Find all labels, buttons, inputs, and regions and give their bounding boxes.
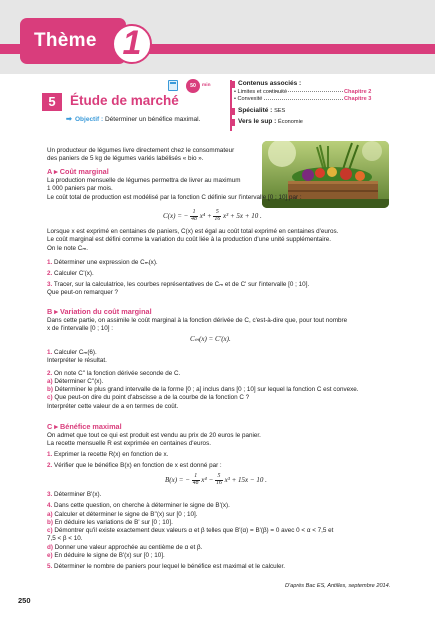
- objective-label: Objectif :: [75, 116, 104, 123]
- theme-word: Thème: [34, 30, 97, 51]
- intro-line: Un producteur de légumes livre directement chez le consommateur: [47, 147, 235, 154]
- calculator-screen-icon: [170, 82, 176, 84]
- question-continuation: Que peut-on remarquer ?: [47, 288, 119, 296]
- text-line: Le coût marginal est défini comme la variation du coût liée à la production d'une unité supplémentaire.: [47, 236, 332, 244]
- question: 4. Dans cette question, on cherche à déterminer le signe de B'(x).: [47, 502, 230, 510]
- objective: [75, 116, 200, 124]
- section-b-text: [47, 317, 392, 334]
- contenus-label: Contenus associés :: [238, 80, 302, 87]
- text-line: Lorsque x est exprimé en centaines de paniers, C(x) est égal au coût total exprimé en centaines d'euros.: [47, 228, 339, 235]
- sub-question-continuation: 7,5 < β < 10.: [47, 535, 83, 543]
- side-bar-marker: [232, 81, 235, 88]
- question: 1. Exprimer la recette R(x) en fonction de x.: [47, 451, 169, 458]
- contenu-item: • Convexité: [234, 96, 263, 102]
- section-b-questions: [47, 349, 392, 411]
- text-line: Dans cette partie, on assimile le coût marginal à la fonction dérivée de C, c'est-à-dire que, pour tout nombre: [47, 317, 348, 324]
- exercise-number: 5: [42, 93, 62, 111]
- specialite: [238, 107, 285, 115]
- sub-question: b) En déduire les variations de B' sur [0 ; 10].: [47, 518, 173, 526]
- text-line: La recette mensuelle R est exprimée en centaines d'euros.: [47, 440, 211, 448]
- question: 2. On note C'' la fonction dérivée seconde de C.: [47, 369, 181, 377]
- text-line: On admet que tout ce qui est produit est vendu au prix de 20 euros le panier.: [47, 432, 261, 439]
- section-a-questions: [47, 259, 392, 297]
- question: 1. Déterminer une expression de Cₘ(x).: [47, 259, 158, 266]
- vers-le-sup: [238, 118, 303, 126]
- contenu-item: • Limites et continuité: [234, 89, 287, 95]
- sub-question: b) Déterminer le plus grand intervalle de la forme [0 ; a] inclus dans [0 ; 10] sur lequel la fonction C est convexe.: [47, 386, 359, 394]
- question: 3. Tracer, sur la calculatrice, les courbes représentatives de Cₘ et de C' sur l'intervalle [0 ; 10].: [47, 280, 310, 288]
- profit-formula: B(x) = − $\frac{1}{48}$ x⁴ − $\frac{5}{16}$ x³ + 15x − 10 .: [165, 473, 267, 486]
- text-line: 1 000 paniers par mois.: [47, 185, 113, 193]
- question: 2. Calculer C'(x).: [47, 269, 94, 277]
- sub-question: e) En déduire le signe de B'(x) sur [0 ; 10].: [47, 552, 165, 560]
- vers-label: Vers le sup :: [238, 118, 277, 125]
- dotted-leader: [268, 91, 343, 92]
- page-number: 250: [18, 596, 31, 605]
- section-a-title: A ▸ Coût marginal: [47, 167, 109, 176]
- marginal-cost-formula: Cₘ(x) = C'(x).: [190, 335, 231, 343]
- sub-question: c) Démontrer qu'il existe exactement deux valeurs α et β telles que B'(α) = B'(β) = 0 avec 0 < α < 7,5 et: [47, 527, 334, 535]
- sub-question: d) Donner une valeur approchée au centième de α et β.: [47, 543, 203, 551]
- section-a-text: [47, 177, 387, 202]
- question: 1. Calculer Cₘ(6).: [47, 349, 97, 356]
- text-line: Le coût total de production est modélisé par la fonction C définie sur l'intervalle [0 ; 10] par :: [47, 193, 302, 201]
- exercise-title: Étude de marché: [70, 93, 179, 108]
- text-line: La production mensuelle de légumes permettra de livrer au maximum: [47, 177, 241, 184]
- section-c-q1-q2: [47, 451, 392, 471]
- question: 3. Déterminer B'(x).: [47, 491, 102, 498]
- specialite-label: Spécialité :: [238, 107, 273, 114]
- side-bar-marker: [232, 108, 235, 115]
- sub-question: a) Déterminer C''(x).: [47, 377, 104, 385]
- arrow-right-icon: ➡: [66, 116, 72, 123]
- section-a-definitions: [47, 228, 392, 253]
- specialite-value: SES: [274, 108, 286, 114]
- text-line: On le note Cₘ.: [47, 244, 89, 252]
- dotted-leader: [264, 99, 343, 100]
- section-c-title: C ▸ Bénéfice maximal: [47, 422, 122, 431]
- time-badge: 50: [186, 79, 200, 93]
- sub-question: c) Que peut-on dire du point d'abscisse a de la courbe de la fonction C ?: [47, 394, 250, 402]
- side-bar-marker: [232, 119, 235, 126]
- cost-formula: C(x) = − $\frac{1}{48}$ x⁴ + $\frac{5}{16}$ x³ + 5x + 10 .: [163, 209, 262, 222]
- question: 2. Vérifier que le bénéfice B(x) en fonction de x est donné par :: [47, 462, 222, 470]
- intro-paragraph: [47, 147, 262, 164]
- section-b-title: B ▸ Variation du coût marginal: [47, 307, 152, 316]
- text-line: x de l'intervalle [0 ; 10] :: [47, 325, 113, 333]
- vers-value: Économie: [278, 119, 303, 125]
- section-c-questions: [47, 491, 392, 572]
- source-note: D'après Bac ES, Antilles, septembre 2014.: [285, 583, 391, 589]
- question: 5. Déterminer le nombre de paniers pour lequel le bénéfice est maximal et le calculer.: [47, 563, 286, 571]
- intro-line: des paniers de 5 kg de légumes variés labélisés « bio ».: [47, 155, 204, 163]
- contenu-chapter: Chapitre 3: [344, 96, 372, 102]
- objective-text: Déterminer un bénéfice maximal.: [104, 116, 201, 123]
- contenu-chapter: Chapitre 2: [344, 89, 372, 95]
- sub-question: a) Calculer et déterminer le signe de B''(x) sur [0 ; 10].: [47, 510, 198, 518]
- section-c-text: [47, 432, 392, 449]
- sub-question-continuation: Interpréter cette valeur de a en termes de coût.: [47, 402, 179, 410]
- theme-number: 1: [122, 24, 142, 62]
- time-unit: min: [202, 83, 211, 88]
- question-continuation: Interpréter le résultat.: [47, 357, 107, 365]
